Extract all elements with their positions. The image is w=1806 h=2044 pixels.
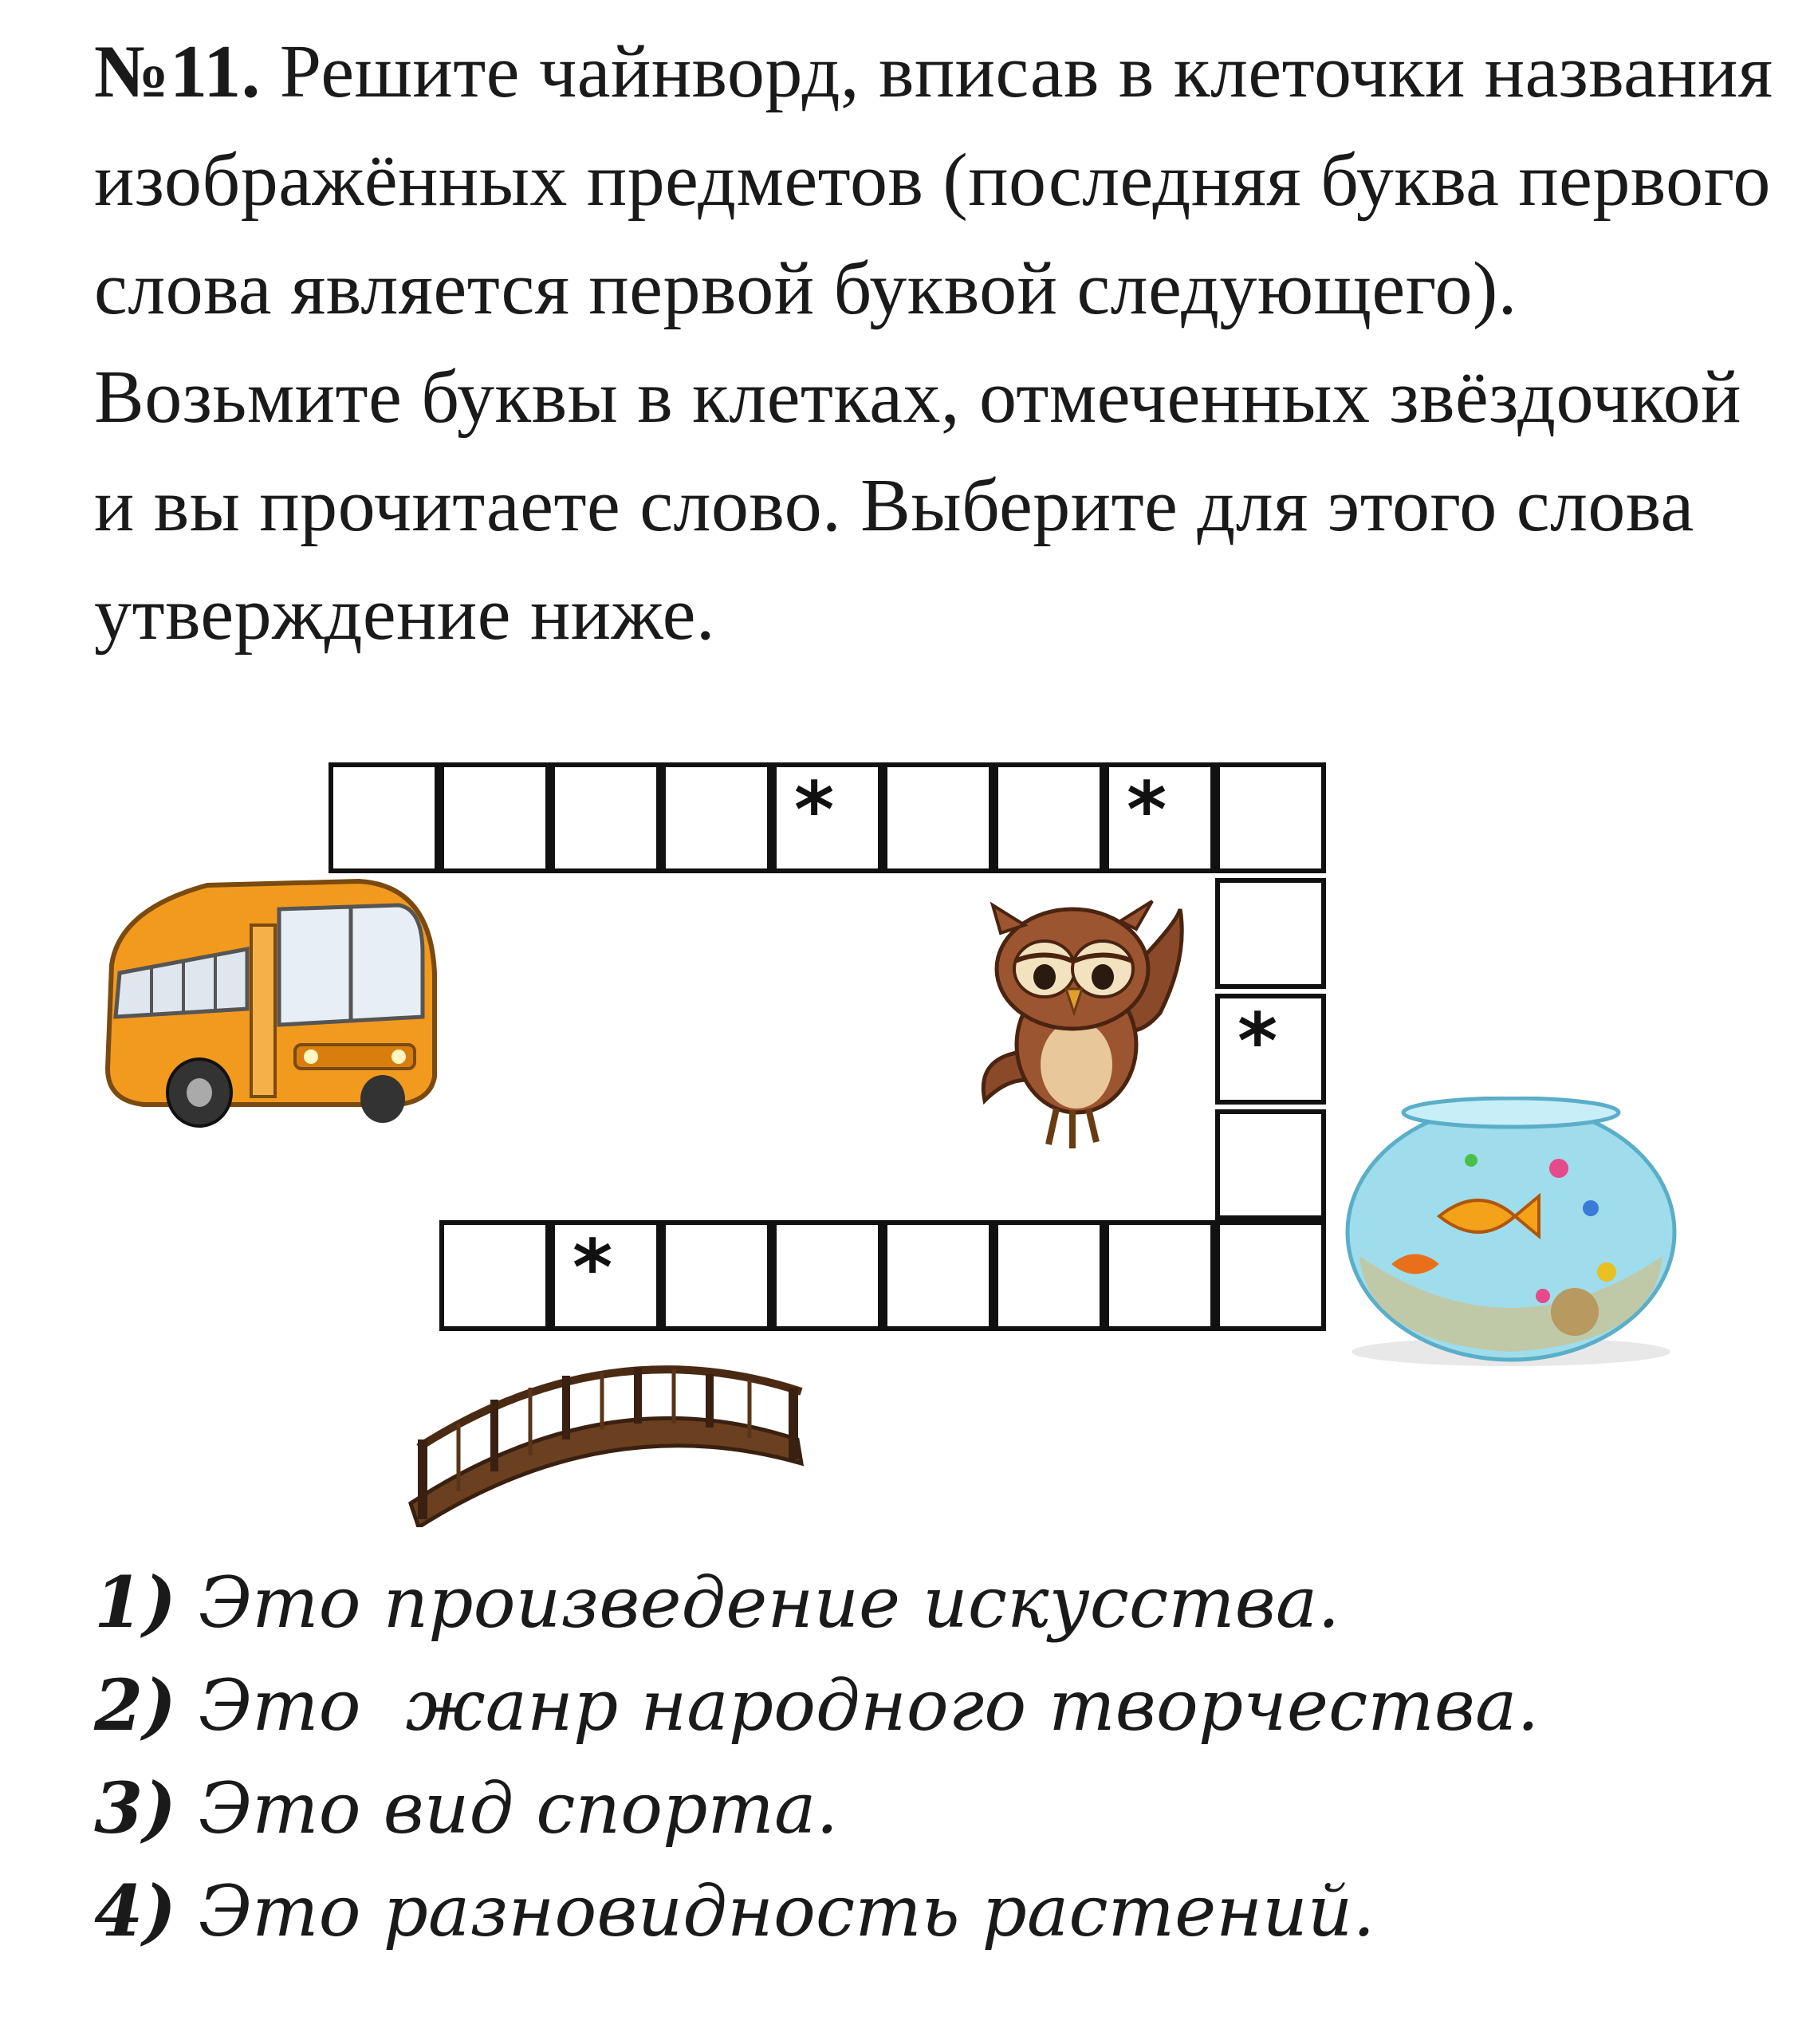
grid-cell[interactable] xyxy=(661,1220,772,1331)
answer-option-4[interactable] xyxy=(94,1860,1769,1963)
answer-option-2[interactable] xyxy=(94,1654,1769,1757)
grid-cell[interactable] xyxy=(1104,1220,1215,1331)
answer-number: 2) xyxy=(94,1664,176,1747)
grid-cell[interactable] xyxy=(329,762,439,873)
grid-cell[interactable] xyxy=(883,762,993,873)
answer-option-3[interactable] xyxy=(94,1757,1769,1860)
answer-option-1[interactable] xyxy=(94,1551,1769,1654)
grid-cell[interactable] xyxy=(1215,762,1326,873)
answer-text: Это вид спорта. xyxy=(175,1767,839,1849)
grid-cell[interactable] xyxy=(1215,878,1326,989)
grid-cell[interactable] xyxy=(993,1220,1104,1331)
grid-cell[interactable] xyxy=(772,1220,883,1331)
answer-text: Это разновидность растений. xyxy=(175,1870,1375,1952)
answer-number: 1) xyxy=(94,1561,176,1644)
bus-picture xyxy=(96,877,447,1132)
star-mark: * xyxy=(1237,997,1278,1086)
grid-cell[interactable] xyxy=(883,1220,993,1331)
answer-options xyxy=(94,1551,1769,1963)
grid-cell[interactable] xyxy=(550,762,661,873)
owl-picture xyxy=(969,893,1192,1156)
answer-text: Это жанр народного творчества. xyxy=(175,1664,1540,1747)
answer-text: Это произведение искусства. xyxy=(175,1562,1340,1644)
task-number: №11. xyxy=(94,30,261,113)
grid-cell-starred[interactable] xyxy=(1215,994,1326,1105)
bridge-picture xyxy=(399,1344,813,1527)
task-instructions: Решите чайнворд, вписав в клеточки названия изображённых предметов (последняя буква первого слова является первой буквой следующего). Возьмите буквы в клетках, отмеченных звёздочкой и вы прочитаете слово. Выберите для этого слова утверждение ниже. xyxy=(94,30,1773,656)
grid-cell[interactable] xyxy=(661,762,772,873)
grid-cell-starred[interactable] xyxy=(1104,762,1215,873)
grid-cell[interactable] xyxy=(439,762,550,873)
star-mark: * xyxy=(794,766,835,855)
grid-cell[interactable] xyxy=(439,1220,550,1331)
answer-number: 4) xyxy=(94,1869,176,1952)
grid-cell[interactable] xyxy=(1215,1220,1326,1331)
answer-number: 3) xyxy=(94,1766,176,1849)
grid-cell-starred[interactable] xyxy=(772,762,883,873)
star-mark: * xyxy=(572,1223,613,1313)
grid-cell[interactable] xyxy=(1215,1109,1326,1220)
star-mark: * xyxy=(1127,766,1167,855)
grid-cell-starred[interactable] xyxy=(550,1220,661,1331)
aquarium-picture xyxy=(1344,1097,1678,1368)
grid-cell[interactable] xyxy=(993,762,1104,873)
